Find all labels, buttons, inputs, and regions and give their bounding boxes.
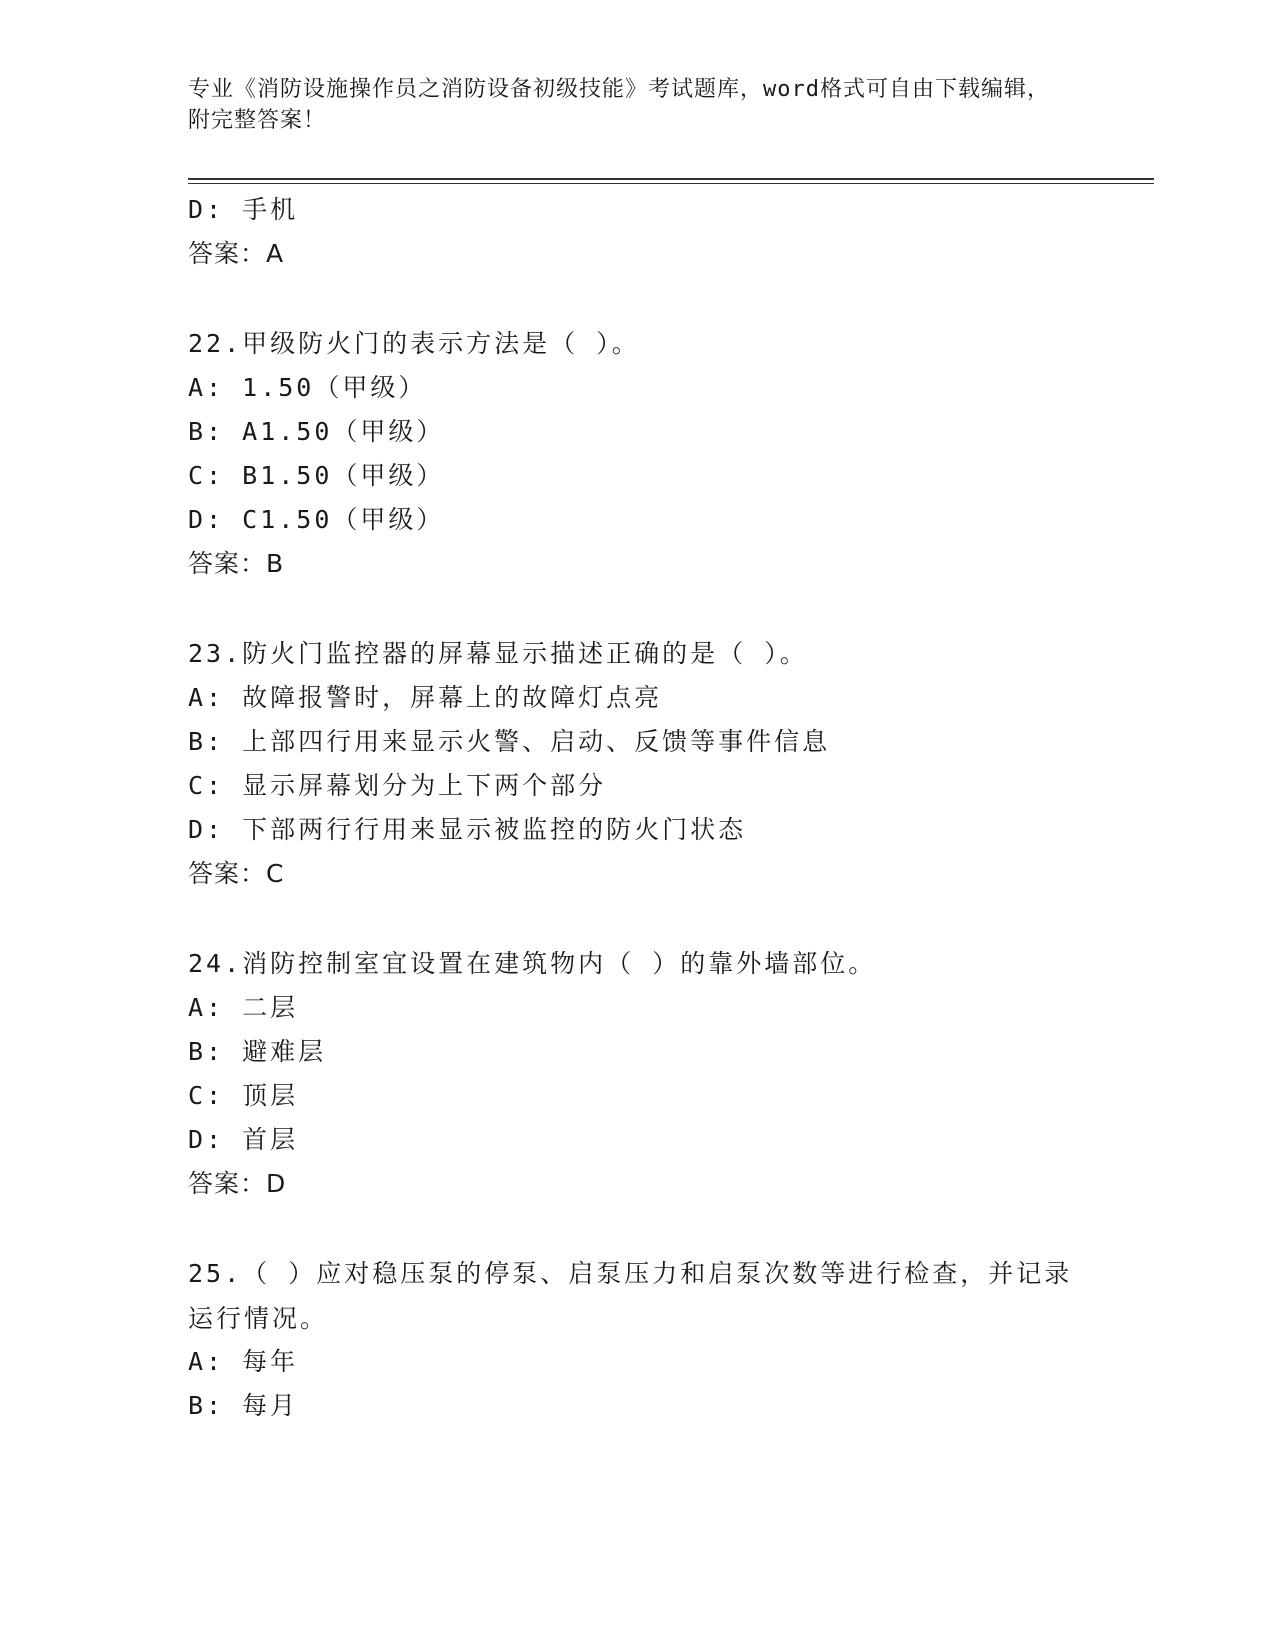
header-divider-thin (188, 183, 1154, 184)
q23-question: 23.防火门监控器的屏幕显示描述正确的是（ ）。 (188, 639, 808, 668)
q22-option-a: A: 1.50（甲级） (188, 373, 427, 402)
q24-option-c: C: 顶层 (188, 1081, 299, 1110)
q25-question: 25.（ ）应对稳压泵的停泵、启泵压力和启泵次数等进行检查，并记录运行情况。 (188, 1259, 1073, 1333)
document-header: 专业《消防设施操作员之消防设备初级技能》考试题库，word格式可自由下载编辑，附完整答案！ (188, 77, 1050, 133)
q22-option-d: D: C1.50（甲级） (188, 505, 445, 534)
q23-option-a: A: 故障报警时，屏幕上的故障灯点亮 (188, 683, 663, 712)
q23-answer: 答案：C (188, 859, 285, 888)
q24-question: 24.消防控制室宜设置在建筑物内（ ）的靠外墙部位。 (188, 949, 877, 978)
q25-option-a: A: 每年 (188, 1347, 299, 1376)
q22-option-b: B: A1.50（甲级） (188, 417, 445, 446)
q23-option-c: C: 显示屏幕划分为上下两个部分 (188, 771, 607, 800)
q24-option-a: A: 二层 (188, 993, 299, 1022)
q22-option-c: C: B1.50（甲级） (188, 461, 445, 490)
header-divider (188, 178, 1154, 180)
q21-answer: 答案：A (188, 239, 285, 268)
q22-question: 22.甲级防火门的表示方法是（ ）。 (188, 329, 640, 358)
q23-option-d: D: 下部两行行用来显示被监控的防火门状态 (188, 815, 747, 844)
q21-option-d: D: 手机 (188, 195, 299, 224)
q24-option-d: D: 首层 (188, 1125, 299, 1154)
q24-answer: 答案：D (188, 1169, 287, 1198)
q23-option-b: B: 上部四行用来显示火警、启动、反馈等事件信息 (188, 727, 831, 756)
q22-answer: 答案：B (188, 549, 285, 578)
q25-option-b: B: 每月 (188, 1391, 299, 1420)
q24-option-b: B: 避难层 (188, 1037, 327, 1066)
